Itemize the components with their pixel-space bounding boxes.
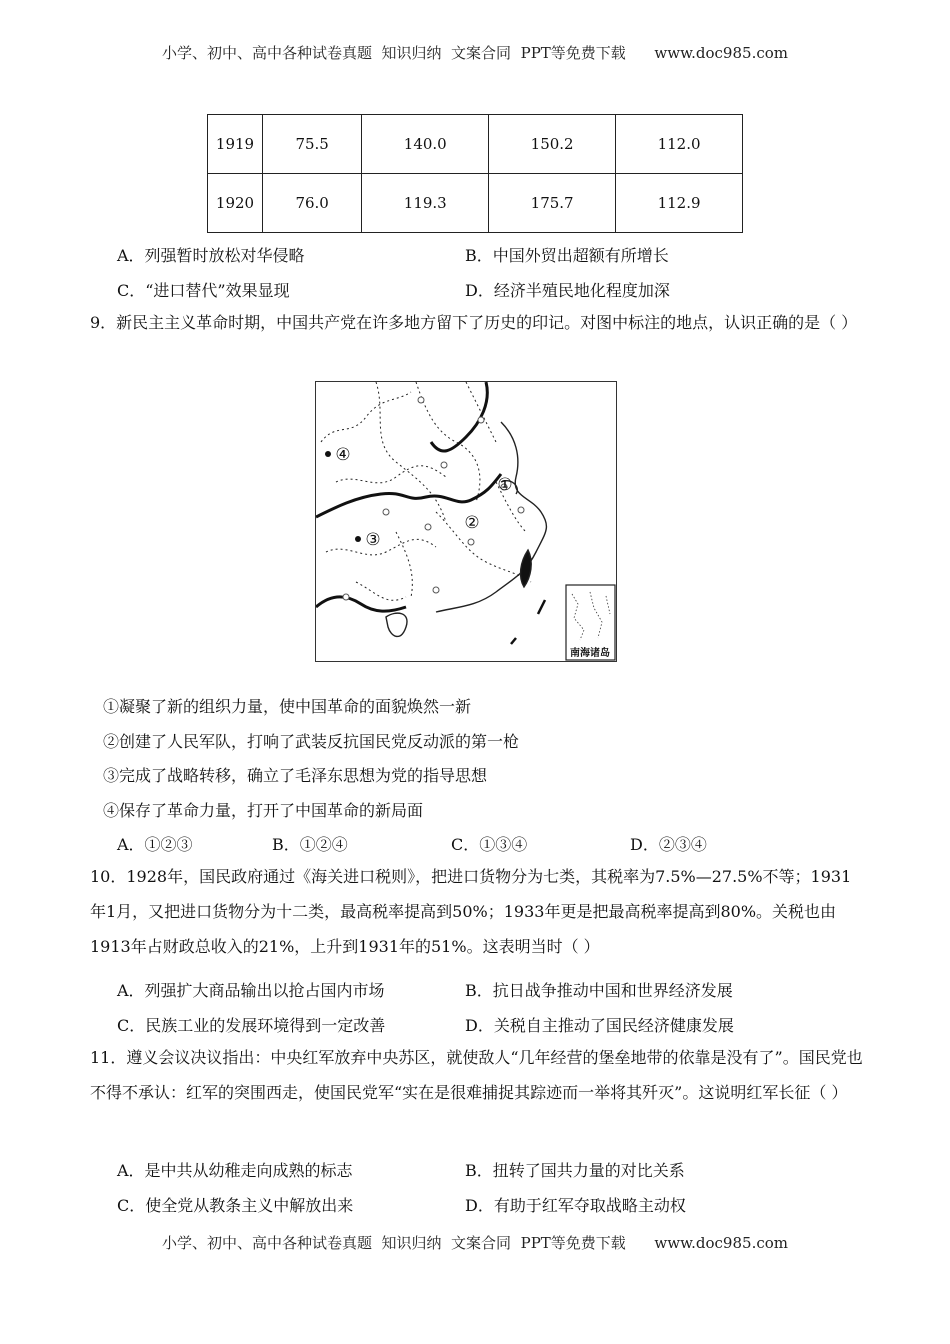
q9-option-a[interactable]: A．①②③: [117, 835, 193, 854]
year-cell: 1919: [208, 115, 263, 174]
q8-option-d[interactable]: D．经济半殖民地化程度加深: [465, 281, 670, 300]
q9-statement-3: ③完成了战略转移，确立了毛泽东思想为党的指导思想: [103, 766, 488, 785]
q10-option-a[interactable]: A．列强扩大商品输出以抢占国内市场: [117, 981, 385, 1000]
inset-label: 南海诸岛: [570, 648, 610, 659]
table-row: [208, 174, 743, 233]
q10-option-b[interactable]: B．抗日战争推动中国和世界经济发展: [465, 981, 733, 1000]
q9-statement-2: ②创建了人民军队，打响了武装反抗国民党反动派的第一枪: [103, 732, 520, 751]
map-label-2: ②: [464, 513, 480, 533]
china-map: [315, 381, 617, 662]
data-table: [207, 114, 743, 233]
page-header: 小学、初中、高中各种试卷真题 知识归纳 文案合同 PPT等免费下载 www.doc985.com: [161, 44, 788, 62]
q11-option-a[interactable]: A．是中共从幼稚走向成熟的标志: [117, 1161, 353, 1180]
q10-option-d[interactable]: D．关税自主推动了国民经济健康发展: [465, 1016, 734, 1035]
table-cell: 175.7: [489, 174, 616, 233]
table-cell: 112.0: [616, 115, 743, 174]
table-cell: 75.5: [263, 115, 362, 174]
year-cell: 1920: [208, 174, 263, 233]
q11-option-c[interactable]: C．使全党从教条主义中解放出来: [117, 1196, 354, 1215]
table-cell: 119.3: [362, 174, 489, 233]
map-label-4: ④: [335, 445, 351, 465]
q9-option-c[interactable]: C．①③④: [451, 835, 528, 854]
page-footer: 小学、初中、高中各种试卷真题 知识归纳 文案合同 PPT等免费下载 www.doc985.com: [161, 1234, 788, 1252]
table-cell: 112.9: [616, 174, 743, 233]
q11-stem: 11．遵义会议决议指出：中央红军放弃中央苏区，就使敌人“几年经营的堡垒地带的依靠是没有了”。国民党也不得不承认：红军的突围西走，使国民党军“实在是很难捕捉其踪迹而一举将其歼灭”。这说明红军长征（ ）: [90, 1048, 863, 1102]
table-cell: 150.2: [489, 115, 616, 174]
q11-option-b[interactable]: B．扭转了国共力量的对比关系: [465, 1161, 685, 1180]
q8-option-c[interactable]: C．“进口替代”效果显现: [117, 281, 290, 300]
q8-option-a[interactable]: A．列强暂时放松对华侵略: [117, 246, 305, 265]
q10-option-c[interactable]: C．民族工业的发展环境得到一定改善: [117, 1016, 386, 1035]
table-cell: 76.0: [263, 174, 362, 233]
q9-option-d[interactable]: D．②③④: [630, 835, 707, 854]
q10-stem: 10．1928年，国民政府通过《海关进口税则》，把进口货物分为七类，其税率为7.5%—27.5%不等；1931年1月，又把进口货物分为十二类，最高税率提高到50%；1933年更是把最高税率提高到80%。关税也由1913年占财政总收入的21%，上升到1931年的51%。这表明当时（ ）: [90, 867, 852, 956]
map-label-1: ①: [497, 475, 513, 495]
map-label-3: ③: [365, 530, 381, 550]
table-cell: 140.0: [362, 115, 489, 174]
q11-option-d[interactable]: D．有助于红军夺取战略主动权: [465, 1196, 686, 1215]
q9-stem: 9．新民主主义革命时期，中国共产党在许多地方留下了历史的印记。对图中标注的地点，认识正确的是（ ）: [90, 313, 858, 332]
q9-option-b[interactable]: B．①②④: [272, 835, 348, 854]
q9-statement-1: ①凝聚了新的组织力量，使中国革命的面貌焕然一新: [103, 697, 472, 716]
q9-statement-4: ④保存了革命力量，打开了中国革命的新局面: [103, 801, 424, 820]
table-row: [208, 115, 743, 174]
q8-option-b[interactable]: B．中国外贸出超额有所增长: [465, 246, 669, 265]
